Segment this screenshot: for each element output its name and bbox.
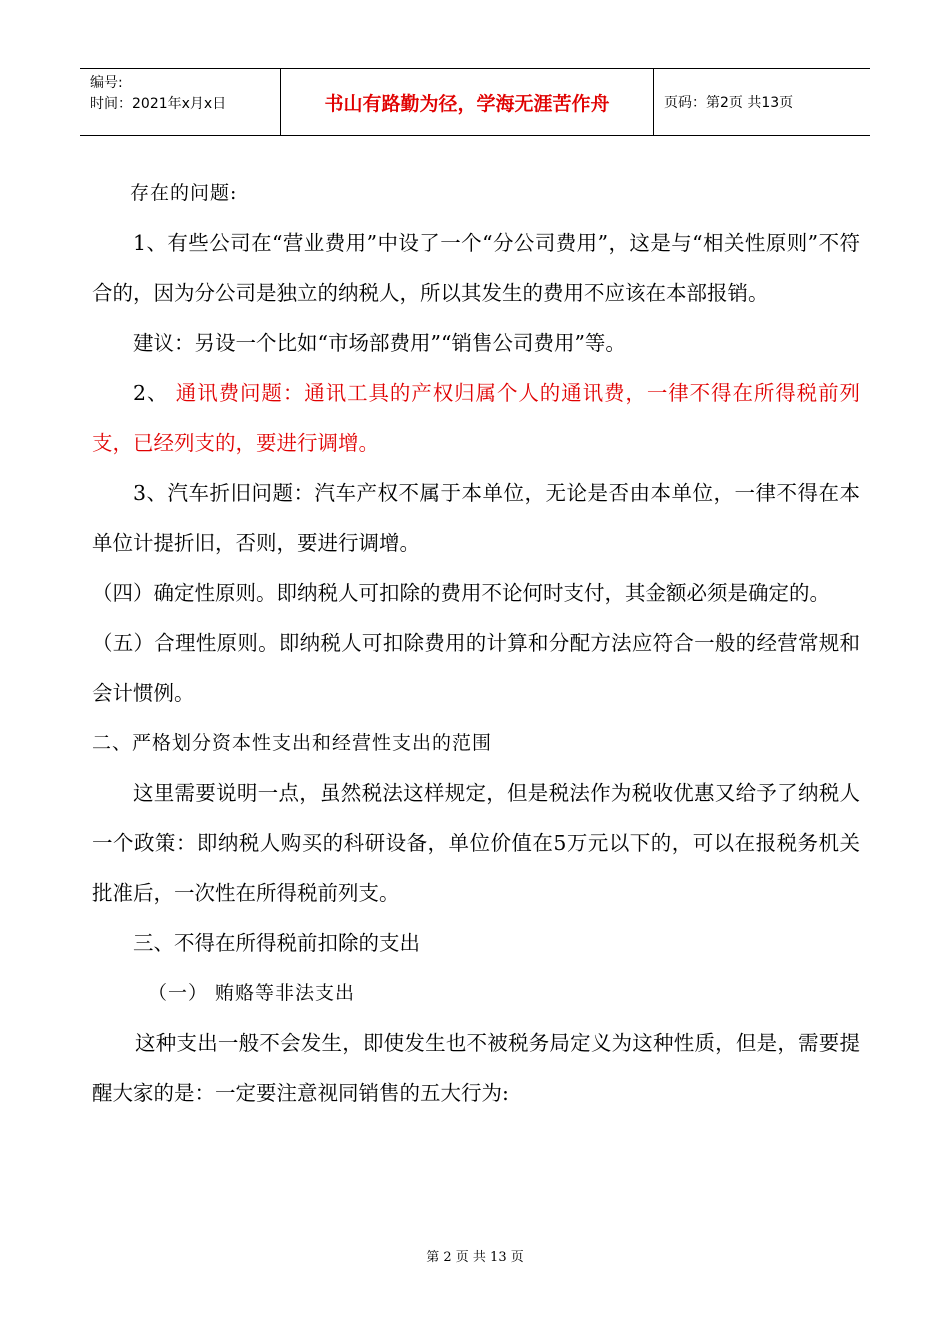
page-header	[80, 68, 870, 136]
section-heading-3: 三、不得在所得税前扣除的支出	[133, 931, 420, 955]
paragraph-item-2	[92, 368, 860, 468]
section-heading-2: 二、严格划分资本性支出和经营性支出的范围	[92, 732, 493, 754]
paragraph-explanation: 这里需要说明一点，虽然税法这样规定，但是税法作为税收优惠又给予了纳税人一个政策：即纳税人购买的科研设备，单位价值在5万元以下的，可以在报税务机关批准后，一次性在所得税前列支。	[92, 781, 860, 905]
document-number: 编号:	[90, 75, 123, 91]
item-2-highlighted-text: 通讯费问题：通讯工具的产权归属个人的通讯费，一律不得在所得税前列支，已经列支的，要进行调增。	[92, 381, 861, 455]
header-meta	[80, 69, 281, 135]
paragraph-item-3: 3、汽车折旧问题：汽车产权不属于本单位，无论是否由本单位，一律不得在本单位计提折旧，否则，要进行调增。	[92, 481, 860, 555]
paragraph-item-1: 1、有些公司在“营业费用”中设了一个“分公司费用”，这是与“相关性原则”不符合的，因为分公司是独立的纳税人，所以其发生的费用不应该在本部报销。	[92, 231, 860, 305]
header-motto: 书山有路勤为径，学海无涯苦作舟	[281, 69, 654, 135]
paragraph-principle-4: （四）确定性原则。即纳税人可扣除的费用不论何时支付，其金额必须是确定的。	[92, 581, 830, 605]
subsection-heading-1: （一） 贿赂等非法支出	[148, 982, 356, 1004]
document-body	[92, 168, 860, 1118]
paragraph-principle-5: （五）合理性原则。即纳税人可扣除费用的计算和分配方法应符合一般的经营常规和会计惯例。	[92, 631, 860, 705]
paragraph-suggestion: 建议：另设一个比如“市场部费用”“销售公司费用”等。	[133, 331, 626, 355]
paragraph-problems-heading: 存在的问题:	[130, 182, 238, 204]
paragraph-bribery: 这种支出一般不会发生，即使发生也不被税务局定义为这种性质，但是，需要提醒大家的是：一定要注意视同销售的五大行为:	[92, 1031, 860, 1105]
header-page-number: 页码：第2页 共13页	[664, 95, 794, 111]
item-2-number: 2、	[133, 381, 176, 405]
document-date: 时间：2021年x月x日	[90, 96, 227, 112]
page-footer: 第 2 页 共 13 页	[426, 1250, 524, 1265]
